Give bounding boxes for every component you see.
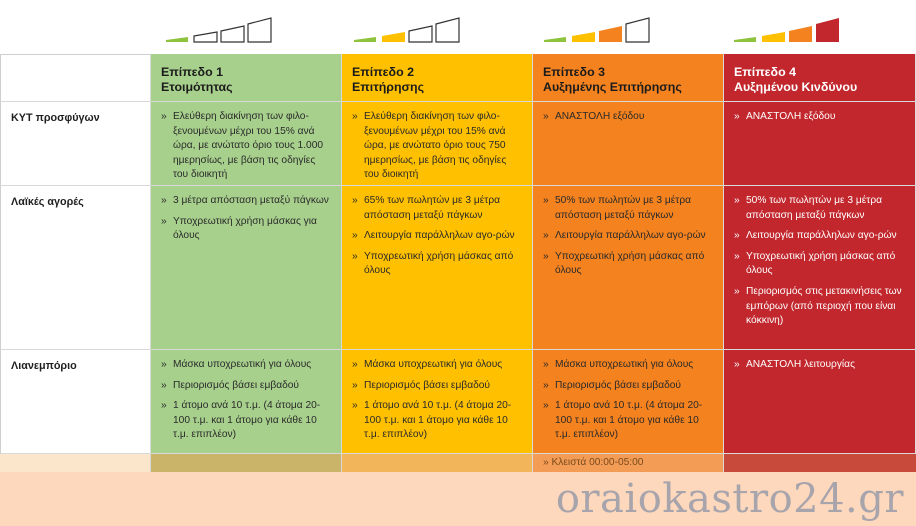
list-item: » ΑΝΑΣΤΟΛΗ εξόδου — [734, 110, 907, 125]
list-item: » Λειτουργία παράλληλων αγο-ρών — [543, 229, 715, 244]
level-3-subtitle: Αυξημένης Επιτήρησης — [543, 80, 682, 94]
header-level-4 — [724, 54, 916, 102]
level-4-subtitle: Αυξημένου Κινδύνου — [734, 80, 858, 94]
level-2-bars-icon — [352, 14, 464, 44]
level-2-title: Επίπεδο 2 — [352, 65, 414, 79]
table-cell — [724, 186, 916, 350]
list-item: » 1 άτομο ανά 10 τ.μ. (4 άτομα 20-100 τ.μ. και 1 άτομο για κάθε 10 τ.μ. επιπλέον) — [352, 399, 524, 443]
level-1-subtitle: Ετοιμότητας — [161, 80, 233, 94]
level-2-subtitle: Επιτήρησης — [352, 80, 425, 94]
header-level-3 — [533, 54, 724, 102]
bottom-band — [0, 472, 916, 526]
list-item: » Μάσκα υποχρεωτική για όλους — [352, 358, 524, 373]
list-item: » Μάσκα υποχρεωτική για όλους — [161, 358, 333, 373]
list-item: » Υποχρεωτική χρήση μάσκας από όλους — [734, 250, 907, 279]
table-cell — [151, 350, 342, 454]
table-corner — [0, 54, 151, 102]
list-item: » Λειτουργία παράλληλων αγο-ρών — [734, 229, 907, 244]
list-item: » Περιορισμός βάσει εμβαδού — [352, 379, 524, 394]
list-item: » ΑΝΑΣΤΟΛΗ εξόδου — [543, 110, 715, 125]
list-item: » Υποχρεωτική χρήση μάσκας από όλους — [352, 250, 524, 279]
list-item: » Μάσκα υποχρεωτική για όλους — [543, 358, 715, 373]
table-cell — [533, 350, 724, 454]
level-3-title: Επίπεδο 3 — [543, 65, 605, 79]
table-cell — [724, 102, 916, 186]
footer-strip — [724, 454, 916, 472]
list-item: » ΑΝΑΣΤΟΛΗ λειτουργίας — [734, 358, 907, 373]
level-3-bars-icon — [542, 14, 654, 44]
list-item: » 1 άτομο ανά 10 τ.μ. (4 άτομα 20-100 τ.μ. και 1 άτομο για κάθε 10 τ.μ. επιπλέον) — [543, 399, 715, 443]
level-4-title: Επίπεδο 4 — [734, 65, 796, 79]
list-item: » 50% των πωλητών με 3 μέτρα απόσταση μεταξύ πάγκων — [543, 194, 715, 223]
header-level-1 — [151, 54, 342, 102]
table-cell — [342, 102, 533, 186]
table-cell — [533, 102, 724, 186]
row-label-retail: Λιανεμπόριο — [0, 350, 151, 454]
table-cell — [533, 186, 724, 350]
watermark: oraiokastro24.gr — [555, 476, 904, 522]
closing-hours-note: » Κλειστά 00:00-05:00 — [533, 454, 724, 472]
footer-strip — [0, 454, 151, 472]
list-item: » Περιορισμός βάσει εμβαδού — [161, 379, 333, 394]
table-cell — [151, 186, 342, 350]
list-item: » Ελεύθερη διακίνηση των φιλο-ξενουμένων μέχρι του 15% ανά ώρα, με ανώτατο όριο τους 750 ημερησίως, με βάση τις οδηγίες του διοικητή — [352, 110, 524, 183]
list-item: » 50% των πωλητών με 3 μέτρα απόσταση μεταξύ πάγκων — [734, 194, 907, 223]
list-item: » Υποχρεωτική χρήση μάσκας από όλους — [543, 250, 715, 279]
level-4-bars-icon — [732, 14, 844, 44]
footer-strip — [151, 454, 342, 472]
list-item: » Ελεύθερη διακίνηση των φιλο-ξενουμένων μέχρι του 15% ανά ώρα, με ανώτατο όριο τους 1.000 ημερησίως, με βάση τις οδηγίες του διοικητή — [161, 110, 333, 183]
row-label-street-markets: Λαϊκές αγορές — [0, 186, 151, 350]
table-cell — [724, 350, 916, 454]
level-1-title: Επίπεδο 1 — [161, 65, 223, 79]
level-1-bars-icon — [164, 14, 276, 44]
closing-hours-text: Κλειστά 00:00-05:00 — [551, 457, 644, 468]
table-cell — [342, 186, 533, 350]
level-icons-row — [0, 0, 916, 54]
measures-table — [0, 54, 916, 472]
table-cell — [342, 350, 533, 454]
header-level-2 — [342, 54, 533, 102]
list-item: » 65% των πωλητών με 3 μέτρα απόσταση μεταξύ πάγκων — [352, 194, 524, 223]
list-item: » Υποχρεωτική χρήση μάσκας για όλους — [161, 215, 333, 244]
footer-strip — [342, 454, 533, 472]
list-item: » 1 άτομο ανά 10 τ.μ. (4 άτομα 20-100 τ.μ. και 1 άτομο για κάθε 10 τ.μ. επιπλέον) — [161, 399, 333, 443]
list-item: » Περιορισμός στις μετακινήσεις των εμπόρων (από περιοχή που είναι κόκκινη) — [734, 285, 907, 329]
row-label-refugee-centers: ΚΥΤ προσφύγων — [0, 102, 151, 186]
table-cell — [151, 102, 342, 186]
list-item: » Περιορισμός βάσει εμβαδού — [543, 379, 715, 394]
list-item: » 3 μέτρα απόσταση μεταξύ πάγκων — [161, 194, 333, 209]
list-item: » Λειτουργία παράλληλων αγο-ρών — [352, 229, 524, 244]
